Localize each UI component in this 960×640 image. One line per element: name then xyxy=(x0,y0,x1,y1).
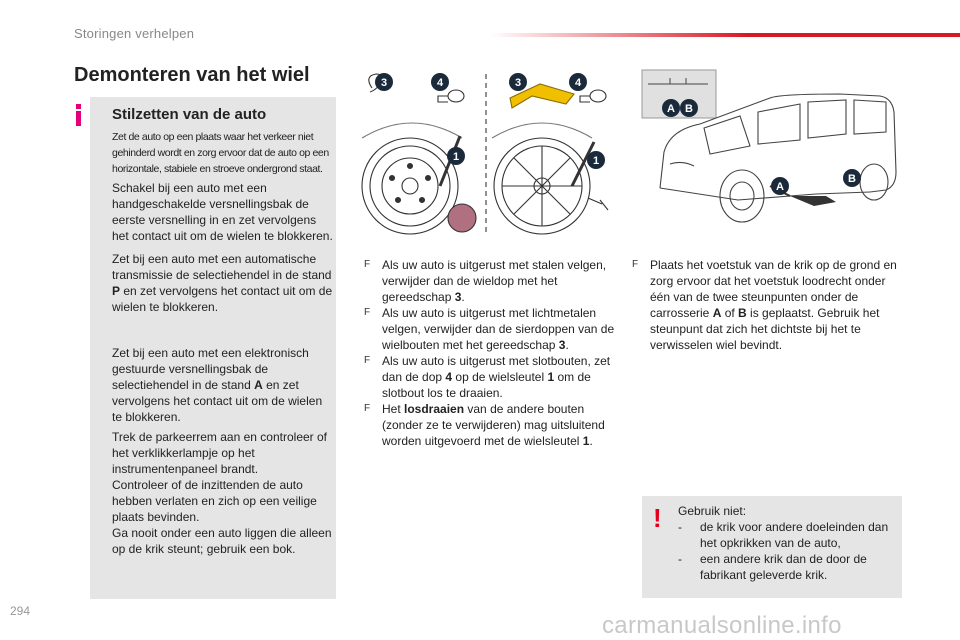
wheel-instructions-list xyxy=(364,257,618,449)
callout-4-left: 4 xyxy=(436,77,444,89)
jack-instructions-list xyxy=(632,257,904,353)
callout-badges xyxy=(375,73,605,169)
header-accent-bar xyxy=(490,33,960,37)
wheel-tools-illustration xyxy=(352,68,620,238)
info-icon xyxy=(74,104,83,126)
bullet-icon: F xyxy=(364,403,371,414)
section-title: Stilzetten van de auto xyxy=(112,106,267,123)
watermark: carmanualsonline.info xyxy=(602,612,842,639)
page-title: Demonteren van het wiel xyxy=(74,64,310,86)
list-item: F Het losdraaien van de andere bouten (zonder ze te verwijderen) mag uitsluitend worden uitgevoerd met de wielsleutel 1. xyxy=(364,402,605,448)
page-number: 294 xyxy=(10,604,31,618)
callout-3-right: 3 xyxy=(514,77,522,89)
list-item: F Als uw auto is uitgerust met stalen velgen, verwijder dan de wieldop met het gereedschap 3. xyxy=(364,258,607,304)
paragraph-parking-brake: Trek de parkeerrem aan en controleer of het verklikkerlampje op het instrumentenpaneel brandt. Controleer of de inzittenden de auto hebben verlaten en zich op een veilige plaats bevinden. Ga nooit onder een auto liggen die alleen op de krik steunt; gebruik een bok. xyxy=(112,430,332,556)
bullet-icon: F xyxy=(364,355,371,366)
paragraph-automatic: Zet bij een auto met een automatische transmissie de selectiehendel in de stand P en zet vervolgens het contact uit om de wielen te blokkeren. xyxy=(112,252,333,314)
warning-title: Gebruik niet: xyxy=(678,504,747,518)
warning-icon: ! xyxy=(653,503,662,533)
list-item: F Als uw auto is uitgerust met lichtmetalen velgen, verwijder dan de sierdoppen van de wielbouten met het gereedschap 3. xyxy=(364,306,615,352)
jack-icon xyxy=(790,196,836,206)
paragraph-electronic: Zet bij een auto met een elektronisch gestuurde versnellingsbak de selectiehendel in de stand A en zet vervolgens het contact uit om de wielen te blokkeren. xyxy=(112,346,323,424)
bullet-icon: F xyxy=(632,259,639,270)
callout-a-van: A xyxy=(776,181,784,193)
list-item: F Als uw auto is uitgerust met slotbouten, zet dan de dop 4 op de wielsleutel 1 om de slotbout los te draaien. xyxy=(364,354,611,400)
warning-item: - een andere krik dan de door de fabrikant geleverde krik. xyxy=(678,552,867,582)
callout-1-right: 1 xyxy=(592,155,600,167)
chapter-title: Storingen verhelpen xyxy=(74,26,195,41)
warning-text xyxy=(678,503,900,583)
bullet-icon: F xyxy=(364,307,371,318)
warning-item: - de krik voor andere doeleinden dan het opkrikken van de auto, xyxy=(678,520,889,550)
section-intro: Zet de auto op een plaats waar het verkeer niet gehinderd wordt en zorg ervoor dat de auto op een horizontale, stabiele en stroeve ondergrond staat. xyxy=(112,131,329,175)
bullet-icon: F xyxy=(364,259,371,270)
list-item: F Plaats het voetstuk van de krik op de grond en zorg ervoor dat het voetstuk loodrecht onder één van de twee steunpunten onder de carrosserie A of B is geplaatst. Gebruik het steunpunt dat zich het dichtste bij het te verwisselen wiel bevindt. xyxy=(632,258,897,352)
callout-3-left: 3 xyxy=(380,77,388,89)
callout-b-van: B xyxy=(848,173,856,185)
callout-a-inset: A xyxy=(667,103,675,115)
callout-4-right: 4 xyxy=(574,77,582,89)
callout-1-left: 1 xyxy=(452,151,460,163)
callout-b-inset: B xyxy=(685,103,693,115)
van-jack-illustration xyxy=(640,68,902,242)
paragraph-manual-gearbox: Schakel bij een auto met een handgeschakelde versnellingsbak de eerste versnelling in en zet vervolgens het contact uit om de wielen te blokkeren. xyxy=(112,181,333,243)
